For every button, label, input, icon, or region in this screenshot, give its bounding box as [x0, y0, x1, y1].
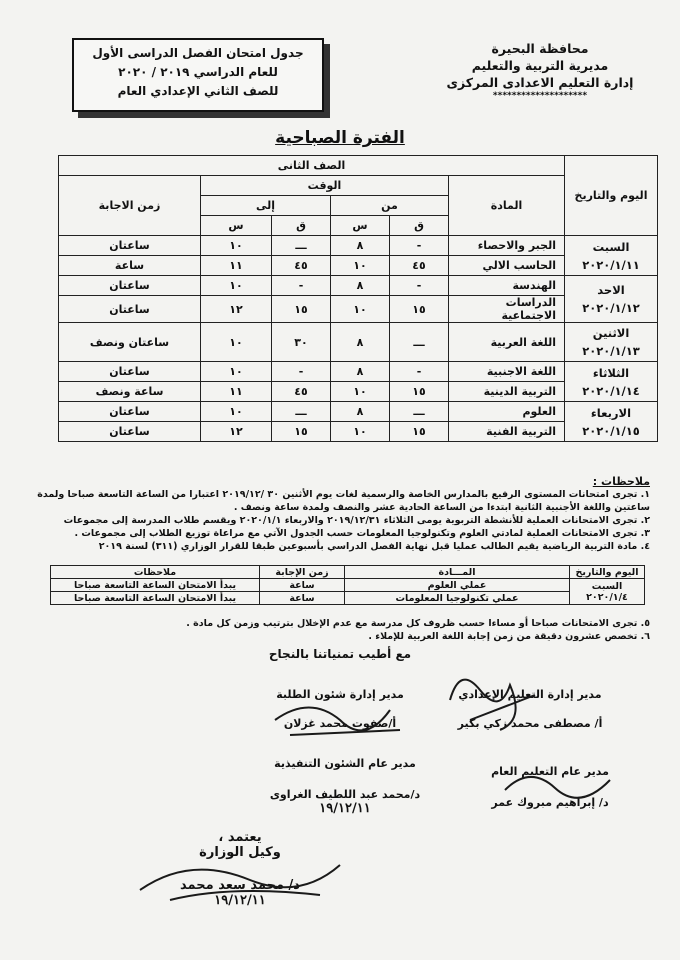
- to-hours-cell: ١٠: [201, 276, 272, 296]
- duration-cell: ساعة ونصف: [59, 382, 201, 402]
- to-hours-cell: ١١: [201, 256, 272, 276]
- notes-section: [30, 475, 650, 553]
- day-name: الثلاثاء: [592, 365, 630, 380]
- practical-exams-table: [50, 565, 645, 605]
- title-line-3: للصف الثاني الإعدادي العام: [117, 84, 279, 98]
- subject-cell: اللغة الاجنبية: [449, 362, 565, 382]
- to-hours-cell: ١٢: [201, 296, 272, 323]
- subject-cell: الحاسب الالي: [449, 256, 565, 276]
- note-2: ٢. تجرى الامتحانات العملية للأنشطة التربوية يومى الثلاثاء ٢٠١٩/١٢/٣١ والاربعاء ٢٠٢٠/١/١ ويقسم طلاب المدرسة إلى مجموعات: [63, 515, 650, 526]
- period-title: الفترة الصباحية: [275, 128, 405, 148]
- header-from: من: [331, 196, 449, 216]
- title-line-2: للعام الدراسي ٢٠١٩ / ٢٠٢٠: [118, 65, 278, 79]
- schedule-row: [59, 276, 658, 296]
- from-minutes-cell: ـــ: [390, 323, 449, 362]
- subject-cell: العلوم: [449, 402, 565, 422]
- signer-2-title: مدير إدارة شئون الطلبة: [276, 688, 404, 701]
- to-minutes-cell: ـــ: [272, 402, 331, 422]
- header-to: إلى: [201, 196, 331, 216]
- practical-header-duration: زمن الإجابة: [260, 566, 345, 579]
- stars-line: ********************: [492, 91, 588, 101]
- signer-4-name: د/محمد عبد اللطيف الغراوى: [269, 788, 421, 801]
- header-time: الوقت: [201, 176, 449, 196]
- header-to-s: س: [201, 216, 272, 236]
- note-3: ٣. تجرى الامتحانات العملية لمادتي العلوم وتكنولوجيا المعلومات حسب الجدول الآتي مع مراعاة توزيع الطلاب إلى مجموعات .: [74, 528, 650, 539]
- duration-cell: ساعتان: [59, 296, 201, 323]
- practical-duration: ساعة: [260, 592, 345, 605]
- header-day-date: اليوم والتاريخ: [565, 156, 658, 236]
- day-date-cell: [565, 276, 658, 323]
- signature-block-4: [250, 757, 440, 816]
- duration-cell: ساعتان: [59, 402, 201, 422]
- from-hours-cell: ٨: [331, 276, 390, 296]
- to-minutes-cell: ٤٥: [272, 382, 331, 402]
- exam-date: ٢٠٢٠/١/١٥: [582, 423, 640, 438]
- day-name: الاربعاء: [590, 405, 632, 420]
- note-6: ٦. تخصص عشرون دقيقة من زمن إجابة اللغة العربية للإملاء .: [368, 631, 650, 642]
- from-hours-cell: ٨: [331, 236, 390, 256]
- approve-label: يعتمد ،: [218, 830, 262, 845]
- day-date-cell: [565, 323, 658, 362]
- notes-label: ملاحظات :: [592, 475, 650, 488]
- note-1: ١. تجرى امتحانات المستوى الرفيع بالمدارس الخاصة والرسمية لغات يوم الأثنين ٣٠ /٢٠١٩/١٢ اعتبارا من الساعة التاسعة صباحا ولمدة ساعتين واللغة الأجنبية الثانية ابتدءا من الساعة الحادية عشر والنصف ولمدة ساعة ونصف .: [37, 489, 650, 513]
- exam-date: ٢٠٢٠/١/١٢: [582, 301, 640, 315]
- to-hours-cell: ١١: [201, 382, 272, 402]
- document-title-box: [72, 38, 324, 112]
- to-minutes-cell: -: [272, 276, 331, 296]
- subject-cell: التربية الفنية: [449, 422, 565, 442]
- from-hours-cell: ١٠: [331, 256, 390, 276]
- title-line-1: جدول امتحان الفصل الدراسى الأول: [92, 46, 304, 60]
- schedule-row: [59, 402, 658, 422]
- closing-wish: مع أطيب تمنياتنا بالنجاح: [268, 647, 412, 661]
- duration-cell: ساعتان ونصف: [59, 323, 201, 362]
- to-minutes-cell: -: [272, 362, 331, 382]
- header-grade: الصف الثانى: [59, 156, 565, 176]
- note-5: ٥. تجرى الامتحانات صباحا أو مساءا حسب ظروف كل مدرسة مع عدم الإخلال بترتيب وزمن كل مادة .: [186, 618, 650, 629]
- subject-cell: اللغة العربية: [449, 323, 565, 362]
- header-subject: المادة: [449, 176, 565, 236]
- duration-cell: ساعتان: [59, 236, 201, 256]
- from-minutes-cell: -: [390, 236, 449, 256]
- from-hours-cell: ١٠: [331, 296, 390, 323]
- subject-cell: التربية الدينية: [449, 382, 565, 402]
- schedule-row: [59, 323, 658, 362]
- duration-cell: ساعتان: [59, 362, 201, 382]
- to-hours-cell: ١٢: [201, 422, 272, 442]
- header-duration: زمن الاجابة: [59, 176, 201, 236]
- from-minutes-cell: ١٥: [390, 422, 449, 442]
- practical-header-subject: المـــادة: [345, 566, 570, 579]
- signer-4-title: مدير عام الشئون التنفيذية: [274, 757, 416, 770]
- practical-subject: عملي العلوم: [345, 579, 570, 592]
- practical-date: ٢٠٢٠/١/٤: [586, 591, 628, 603]
- schedule-table: [58, 155, 658, 442]
- day-name: السبت: [592, 239, 630, 254]
- issuer-header: [440, 40, 640, 101]
- to-minutes-cell: ١٥: [272, 296, 331, 323]
- from-minutes-cell: ـــ: [390, 402, 449, 422]
- duration-cell: ساعتان: [59, 276, 201, 296]
- day-date-cell: [565, 236, 658, 276]
- schedule-row: [59, 362, 658, 382]
- day-date-cell: [565, 402, 658, 442]
- to-minutes-cell: ٣٠: [272, 323, 331, 362]
- signer-4-date: ١٩/١٢/١١: [319, 801, 371, 816]
- signature-1-scribble: [440, 660, 550, 740]
- approval-signature-scribble: [130, 850, 350, 910]
- subject-cell: الجبر والاحصاء: [449, 236, 565, 256]
- from-hours-cell: ٨: [331, 323, 390, 362]
- signature-2-scribble: [270, 690, 410, 750]
- signer-2-name: أ/صفوت محمد غزلان: [283, 717, 397, 730]
- schedule-row: [59, 236, 658, 256]
- to-minutes-cell: ـــ: [272, 236, 331, 256]
- day-date-cell: [565, 362, 658, 402]
- practical-header-notes: ملاحظات: [51, 566, 260, 579]
- exam-date: ٢٠٢٠/١/١٤: [582, 383, 640, 398]
- to-hours-cell: ١٠: [201, 323, 272, 362]
- from-hours-cell: ٨: [331, 362, 390, 382]
- header-to-q: ق: [272, 216, 331, 236]
- governorate: محافظة البحيرة: [491, 41, 589, 56]
- signer-3-name: د/ إبراهيم مبروك عمر: [491, 796, 609, 809]
- signer-1-name: أ/ مصطفى محمد زكي بكير: [457, 717, 603, 730]
- practical-note: يبدأ الامتحان الساعة التاسعة صباحا: [51, 592, 260, 605]
- from-minutes-cell: ١٥: [390, 382, 449, 402]
- signer-3-title: مدير عام التعليم العام: [491, 765, 609, 778]
- from-hours-cell: ٨: [331, 402, 390, 422]
- approve-date: ١٩/١٢/١١: [214, 893, 266, 908]
- duration-cell: ساعتان: [59, 422, 201, 442]
- subject-cell: الدراسات الاجتماعية: [449, 296, 565, 323]
- to-hours-cell: ١٠: [201, 236, 272, 256]
- from-minutes-cell: ١٥: [390, 296, 449, 323]
- note-4: ٤. مادة التربية الرياضية يقيم الطالب عمليا قبل نهاية الفصل الدراسي بأسبوعين طبقا للقرار الوزاري (٣١١) لسنة ٢٠١٩: [98, 541, 650, 552]
- practical-day: [570, 579, 645, 605]
- directorate: مديرية التربية والتعليم: [471, 58, 609, 73]
- day-name: الاحد: [597, 283, 625, 297]
- to-hours-cell: ١٠: [201, 402, 272, 422]
- approve-title: وكيل الوزارة: [199, 845, 281, 860]
- to-minutes-cell: ٤٥: [272, 256, 331, 276]
- exam-date: ٢٠٢٠/١/١١: [582, 257, 640, 272]
- practical-header-day: اليوم والتاريخ: [570, 566, 645, 579]
- header-from-s: س: [331, 216, 390, 236]
- exam-date: ٢٠٢٠/١/١٣: [582, 344, 640, 358]
- to-minutes-cell: ١٥: [272, 422, 331, 442]
- practical-day-name: السبت: [591, 580, 623, 592]
- from-minutes-cell: ٤٥: [390, 256, 449, 276]
- practical-duration: ساعة: [260, 579, 345, 592]
- signature-3-scribble: [500, 760, 620, 810]
- practical-note: يبدأ الامتحان الساعة التاسعة صباحا: [51, 579, 260, 592]
- from-hours-cell: ١٠: [331, 382, 390, 402]
- from-minutes-cell: -: [390, 362, 449, 382]
- from-minutes-cell: -: [390, 276, 449, 296]
- to-hours-cell: ١٠: [201, 362, 272, 382]
- notes-section-2: [30, 617, 650, 643]
- signer-1-title: مدير إدارة التعليم الإعدادي: [458, 688, 602, 701]
- day-name: الاثنين: [592, 326, 630, 340]
- approve-name: د/ محمد سعد محمد: [180, 878, 300, 893]
- from-hours-cell: ١٠: [331, 422, 390, 442]
- practical-subject: عملي تكنولوجيا المعلومات: [345, 592, 570, 605]
- subject-cell: الهندسة: [449, 276, 565, 296]
- duration-cell: ساعة: [59, 256, 201, 276]
- header-from-q: ق: [390, 216, 449, 236]
- administration: إدارة التعليم الاعدادى المركزى: [446, 75, 634, 90]
